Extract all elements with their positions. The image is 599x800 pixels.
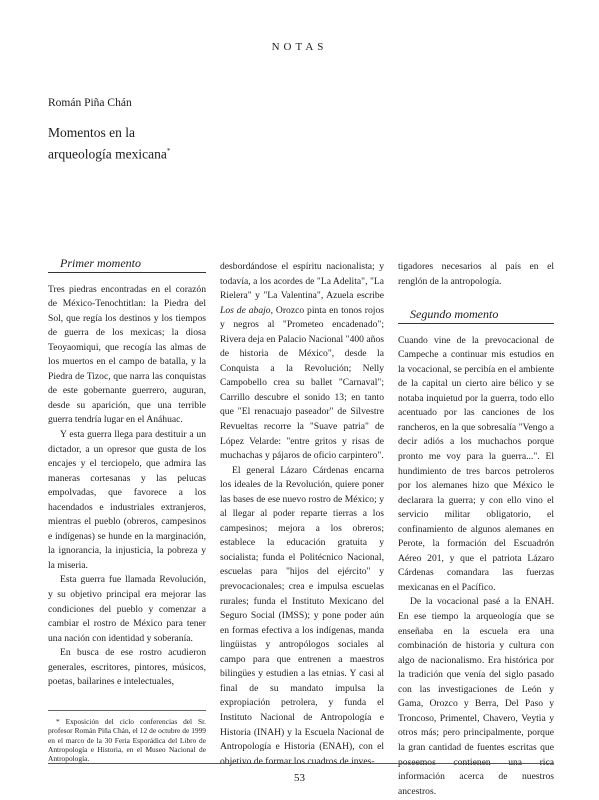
page-bottom-rule	[48, 763, 554, 764]
paragraph-text: , Orozco pinta en tonos rojos y negros al "Prometeo encadenado"; Rivera deja en Palacio Nacional "400 años de historia de México", desde la Conquista a la Revolución; Nelly Campobello crea su ballet "Carnaval"; Carrillo descubre el sonido 13; en tanto que "El renacuajo paseador" de Silvestre Revueltas recorre la "Suave patria" de López Velarde: "entre gritos y risas de muchachas y pájaros de oficio carpintero".	[220, 304, 384, 462]
paragraph: De la vocacional pasé a la ENAH. En ese tiempo la arqueología que se enseñaba en la escuela era una combinación de historia y cultura con algo de nacionalismo. Era histórica por la tradición que venía del siglo pasado con las investigaciones de León y Gama, Orozco y Berra, Del Paso y Troncoso, Primentel, Chavero, Veytia y otros más; pero principalmente, porque la gran cantidad de fuentes escritas que poseemos contienen una rica información acerca de nuestros ancestros.	[398, 596, 554, 797]
paragraph: Cuando vine de la prevocacional de Campeche a continuar mis estudios en la vocacional, se percibía en el ambiente de la capital un cierto aire bélico y se notaba inquietud por la guerra, todo ello acentuado por las canciones de los rancheros, en la que sobresalía "Vengo a decir adiós a los muchachos porque pronto me voy para la guerra...". El hundimiento de tres barcos petroleros por los alemanes hizo que México le declarara la guerra; y con ello vino el servicio militar obligatorio, el confinamiento de algunos alemanes en Perote, la formación del Escuadrón Aéreo 201, y que el patriota Lázaro Cárdenas comandara las fuerzas mexicanas en el Pacífico.	[398, 334, 554, 593]
paragraph: tigadores necesarios al país en el renglón de la antropología.	[398, 261, 554, 287]
paragraph: El general Lázaro Cárdenas encarna los ideales de la Revolución, quiere poner las bases de ese nuevo rostro de México; y al llegar al poder reparte tierras a los campesinos; mejora a los obreros; establece la educación gratuita y socialista; funda el Politécnico Nacional, escuelas para "hijos del ejército" y prevocacionales; crea e impulsa escuelas rurales; funda el Instituto Mexicano del Seguro Social (IMSS); y pone poder aún en formas efectiva a los indígenas, manda lingüistas y antropólogos sociales al campo para que entrenen a maestros bilingües y estudien a las etnias. Y casi al final de su mandato impulsa la expropiación petrolera, y funda el Instituto Nacional de Antropología e Historia (INAH) y la Escuela Nacional de Antropología e Historia (ENAH), con el objetivo de formar los cuadros de inves-	[220, 464, 384, 767]
paragraph: Tres piedras encontradas en el corazón de México-Tenochtitlan: la Piedra del Sol, que regía los destinos y los tiempos de guerra de los mexicas; la diosa Teoyaomiqui, que recogía las almas de los muertos en el campo de batalla, y la Piedra de Tizoc, que narra las conquistas de este gobernante guerrero, auguran, desde su aparición, que una terrible guerra tendría lugar en el Anáhuac.	[48, 283, 206, 426]
article-title-line-1: Momentos en la	[48, 125, 135, 140]
text-column-3	[398, 260, 554, 799]
paragraph: Y esta guerra llega para destituir a un dictador, a un opresor que gusta de los encajes y el terciopelo, que admira las maneras cortesanas y las pelucas empolvadas, que favorece a los hacendados e industriales extranjeros, mientras el pueblo (obreros, campesinos e indígenas) se hunde en la marginación, la ignorancia, la injusticia, la pobreza y la miseria.	[48, 429, 206, 571]
section-label: NOTAS	[271, 41, 328, 53]
article-author: Román Piña Chán	[48, 97, 132, 109]
section-heading-primer-momento: Primer momento	[60, 256, 141, 270]
article-title-line-2	[48, 142, 268, 164]
paragraph	[220, 260, 384, 464]
section-heading-rule-2	[398, 307, 554, 324]
footnote: * Exposición del ciclo conferencias del Sr. profesor Román Piña Chán, el 12 de octubre de 1999 en el marco de la 30 Feria Esporádica del Libro de Antropología e Historia, en el Museo Nacional de Antropología.	[48, 710, 206, 763]
article-title	[48, 124, 268, 164]
paragraph: Esta guerra fue llamada Revolución, y su objetivo principal era mejorar las condiciones del pueblo y comenzar a cambiar el rostro de México para tener una nación con identidad y soberanía.	[48, 574, 206, 644]
text-column-2	[220, 260, 384, 769]
page-number: 53	[294, 772, 305, 784]
section-heading-rule-1	[48, 256, 206, 273]
paragraph-text: desbordándose el espíritu nacionalista; y todavía, a los acordes de "La Adelita", "La Rielera" y "La Valentina", Azuela escribe	[220, 261, 384, 302]
section-heading-segundo-momento: Segundo momento	[410, 307, 499, 322]
book-title: Los de abajo	[220, 304, 271, 316]
text-column-1	[48, 256, 206, 690]
article-title-line-2-text: arqueología mexicana	[48, 146, 167, 162]
footnote-marker: *	[166, 147, 171, 155]
paragraph: En busca de ese rostro acudieron generales, escritores, pintores, músicos, poetas, bailarines e intelectuales,	[48, 647, 206, 688]
